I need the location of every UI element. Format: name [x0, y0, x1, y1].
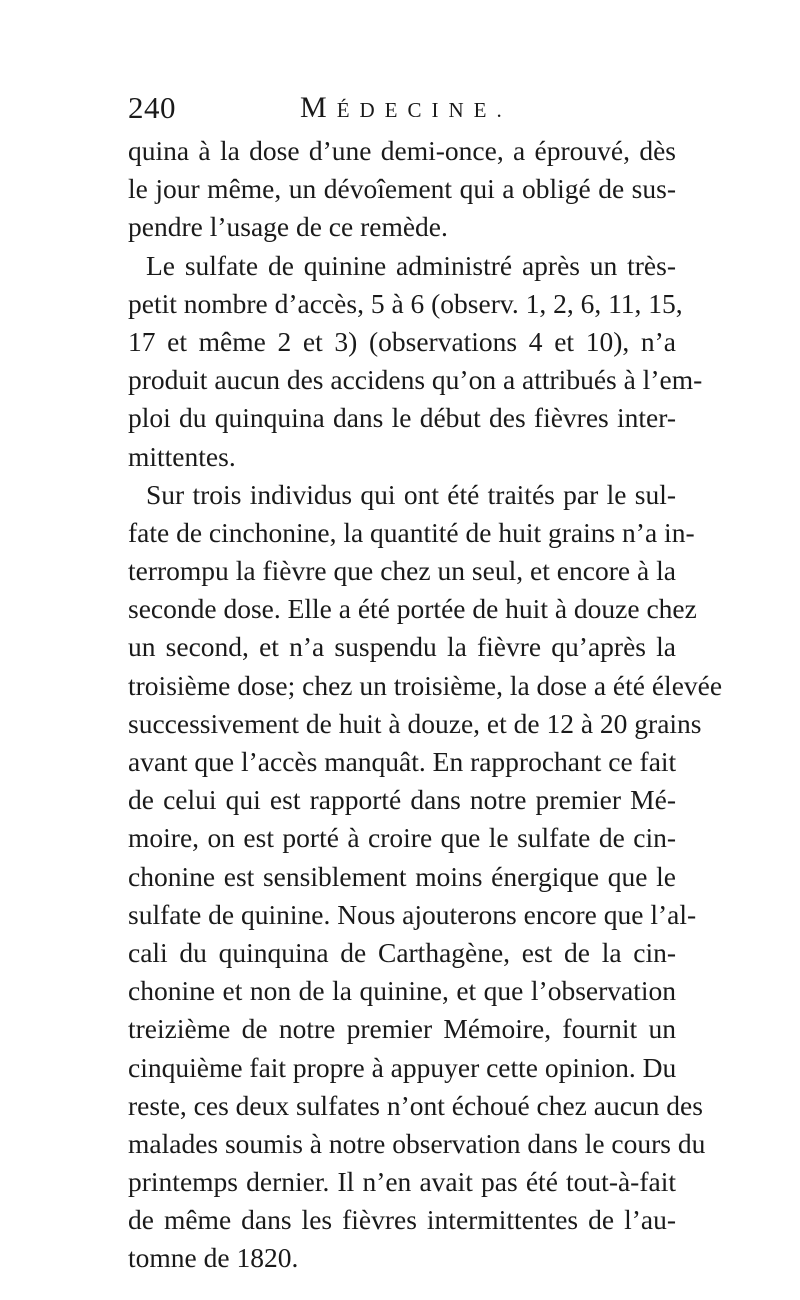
text-line: fate de cinchonine, la quantité de huit grains n’a in-	[128, 516, 695, 548]
text-line: moire, on est porté à croire que le sulfate de cin-	[128, 822, 676, 854]
text-line: successivement de huit à douze, et de 12 à 20 grains	[128, 707, 702, 739]
text-line: terrompu la fièvre que chez un seul, et encore à la	[128, 555, 676, 587]
text-line: le jour même, un dévoîement qui a obligé de sus-	[128, 173, 676, 205]
text-line: de même dans les fièvres intermittentes de l’au-	[128, 1204, 676, 1236]
text-line: malades soumis à notre observation dans le cours du	[128, 1127, 706, 1159]
text-line: cinquième fait propre à appuyer cette opinion. Du	[128, 1051, 677, 1083]
running-head	[300, 88, 512, 130]
text-line: Le sulfate de quinine administré après un très-	[146, 249, 676, 281]
text-line: seconde dose. Elle a été portée de huit à douze chez	[128, 593, 697, 625]
text-line: pendre l’usage de ce remède.	[128, 211, 448, 243]
text-line: petit nombre d’accès, 5 à 6 (observ. 1, 2, 6, 11, 15,	[128, 287, 683, 319]
body-text	[128, 132, 723, 1278]
text-line: 17 et même 2 et 3) (observations 4 et 10), n’a	[128, 325, 676, 357]
text-line: treizième de notre premier Mémoire, fournit un	[128, 1013, 676, 1045]
text-line: de celui qui est rapporté dans notre premier Mé-	[128, 784, 676, 816]
running-head-rest: ÉDECINE.	[336, 98, 512, 122]
text-line: ploi du quinquina dans le début des fièvres inter-	[128, 402, 676, 434]
text-line: un second, et n’a suspendu la fièvre qu’après la	[128, 631, 676, 663]
text-line: cali du quinquina de Carthagène, est de la cin-	[128, 936, 676, 968]
text-line: mittentes.	[128, 440, 236, 472]
text-line: produit aucun des accidens qu’on a attribués à l’em-	[128, 364, 703, 396]
text-line: troisième dose; chez un troisième, la dose a été élevée	[128, 669, 723, 701]
page-number: 240	[128, 90, 176, 125]
text-line: chonine est sensiblement moins énergique que le	[128, 860, 676, 892]
page-header	[128, 88, 688, 128]
text-line: sulfate de quinine. Nous ajouterons encore que l’al-	[128, 898, 697, 930]
text-line: quina à la dose d’une demi-once, a éprouvé, dès	[128, 135, 676, 166]
text-line: reste, ces deux sulfates n’ont échoué chez aucun des	[128, 1089, 703, 1121]
text-line: printemps dernier. Il n’en avait pas été tout-à-fait	[128, 1166, 676, 1198]
text-line: Sur trois individus qui ont été traités par le sul-	[146, 478, 676, 510]
running-head-initial: M	[300, 91, 337, 124]
text-line: chonine et non de la quinine, et que l’observation	[128, 975, 676, 1007]
text-line: avant que l’accès manquât. En rapprochant ce fait	[128, 746, 677, 777]
text-line: tomne de 1820.	[128, 1242, 299, 1274]
